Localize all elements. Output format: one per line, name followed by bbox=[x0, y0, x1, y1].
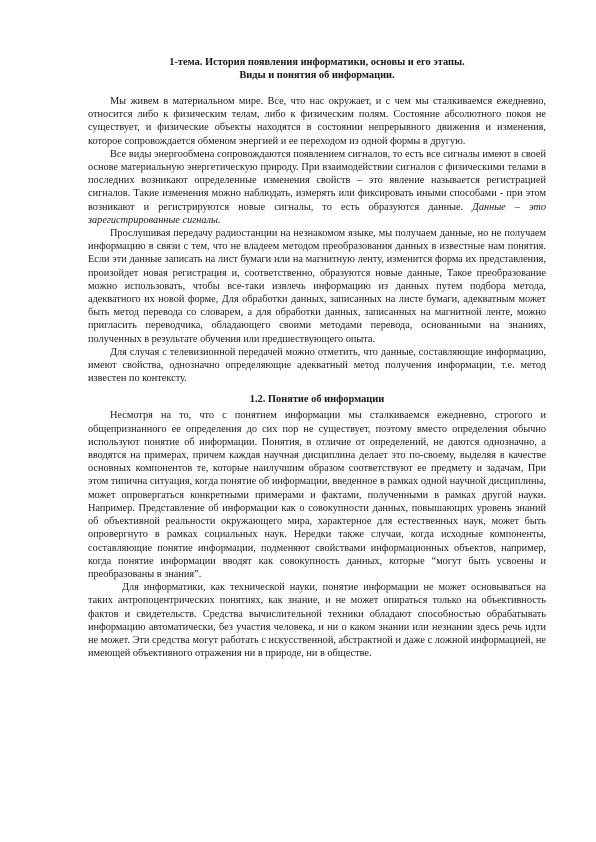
title-line-2: Виды и понятия об информации. bbox=[239, 70, 395, 81]
paragraph-radio: Прослушивая передачу радиостанции на незнакомом языке, мы получаем данные, но не получаем информацию в связи с тем, что не владеем методом преобразования данных в известные нам понятия. Если эти данные записать на лист бумаги или на магнитную ленту, изменится форма их представления, произойдет новая регистрация и, соответственно, образуются новые данные, Такое преобразование можно использовать, чтобы все-таки извлечь информацию из данных путем подбора метода, адекватного их новой форме, Для обработки данных, записанных на листе бумаги, адекватным может быть метод перевода со словарем, а для обработки данных, записанных на магнитной ленте, можно пригласить переводчика, обладающего своими методами перевода, основанными на знаниях, полученных в результате обучения или предшествующего опыта. bbox=[88, 228, 546, 345]
paragraph-material-world: Мы живем в материальном мире. Все, что нас окружает, и с чем мы сталкиваемся ежедневно, относится либо к физическим телам, либо к физическим полям. Состояние абсолютного покоя не существует, и физические объекты находятся в состоянии непрерывного движения и изменения, которое сопровождается обменом энергией и ее переходом из одной формы в другую. bbox=[88, 96, 546, 147]
paragraph-signals bbox=[88, 148, 546, 227]
section-heading: 1.2. Понятие об информации bbox=[249, 394, 385, 406]
title-line-1: 1-тема. История появления информатики, основы и его этапы. bbox=[169, 57, 465, 68]
paragraph-television: Для случая с телевизионной передачей можно отметить, что данные, составляющие информацию, имеют свойства, однозначно определяющие адекватный метод получения информации, т.е. метод известен по контексту. bbox=[88, 346, 546, 385]
paragraph-concept: Несмотря на то, что с понятием информации мы сталкиваемся ежедневно, строгого и общепризнанного ее определения до сих пор не существует, поэтому вместо определения обычно используют понятие об информации. Понятия, в отличие от определений, не даются однозначно, а вводятся на примерах, причем каждая научная дисциплина делает это по-своему, выделяя в качестве основных компонентов те, которые наилучшим образом соответствуют ее предмету и задачам, При этом типична ситуация, когда понятие об информации, введенное в рамках одной научной дисциплины, может опровергаться конкретными примерами и фактами, полученными в рамках другой науки. Например. Представление об информации как о совокупности данных, повышающих уровень знаний об объективной реальности окружающего мира, характерное для естественных наук, может быть опровергнуто в рамках социальных наук. Нередки также случаи, когда исходные компоненты, составляющие понятие информации, подменяют свойствами информационных объектов, например, когда понятие информации вводят как совокупность данных, которые “могут быть усвоены и преобразованы в знания”. bbox=[88, 410, 546, 580]
data-definition: Данные – это зарегистрированные сигналы. bbox=[88, 201, 547, 226]
signals-text: Все виды энергообмена сопровождаются появлением сигналов, то есть все сигналы имеют в своей основе материальную энергетическую природу. При взаимодействии сигналов с физическими телами в последних возникают определенные изменения свойств – это явление называется регистрацией сигналов. Такие изменения можно наблюдать, измерять или фиксировать иными способами - при этом возникают и регистрируются новые сигналы, то есть образуются данные. bbox=[88, 148, 546, 213]
document-title bbox=[88, 56, 546, 82]
paragraph-informatics: Для информатики, как технической науки, понятие информации не может основываться на таких антропоцентрических понятиях, как знание, и не может опираться только на объективность фактов и свидетельств. Средства вычислительной техники обладают способностью обрабатывать информацию автоматически, без участия человека, и ни о каком знании или незнании здесь речь идти не может. Эти средства могут работать с искусственной, абстрактной и даже с ложной информацией, не имеющей объективного отражения ни в природе, ни в обществе. bbox=[88, 582, 546, 660]
